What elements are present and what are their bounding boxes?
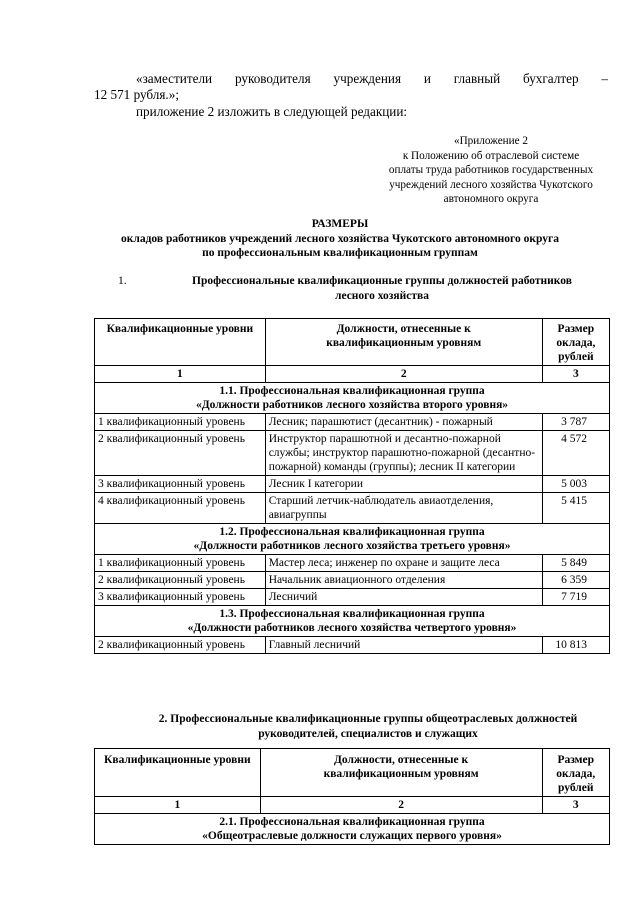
group-title <box>95 383 610 414</box>
annex-line: «Приложение 2 <box>453 135 529 147</box>
table-row <box>95 476 610 493</box>
salary-cell: 4 572 <box>542 431 609 476</box>
column-number: 2 <box>260 797 542 814</box>
title-line: по профессиональным квалификационным группам <box>202 247 478 259</box>
section-heading-line: руководителей, специалистов и служащих <box>258 727 478 740</box>
header-cell: Квалификационные уровни <box>95 749 261 797</box>
group-title-line: 1.3. Профессиональная квалификационная группа <box>219 608 485 620</box>
annex-line: учреждений лесного хозяйства Чукотского <box>389 178 593 191</box>
position-cell: Лесник I категории <box>265 476 542 493</box>
level-cell: 2 квалификационный уровень <box>95 637 266 654</box>
salary-cell: 5 415 <box>542 493 609 524</box>
document-title <box>60 217 620 261</box>
level-cell: 1 квалификационный уровень <box>95 414 266 431</box>
salary-cell: 7 719 <box>542 589 609 606</box>
position-cell: Старший летчик-наблюдатель авиаотделения, авиагруппы <box>265 493 542 524</box>
intro-line-2: 12 571 рубля.»; <box>94 87 179 102</box>
group-header-row <box>95 814 610 845</box>
level-cell: 1 квалификационный уровень <box>95 555 266 572</box>
salary-cell: 6 359 <box>542 572 609 589</box>
table-row <box>95 414 610 431</box>
intro-line-3: приложение 2 изложить в следующей редакции: <box>136 104 408 119</box>
section-heading-line: лесного хозяйства <box>335 289 429 302</box>
position-cell: Лесничий <box>265 589 542 606</box>
section-2-heading <box>118 712 618 741</box>
level-cell: 2 квалификационный уровень <box>95 431 266 476</box>
group-header-row <box>95 383 610 414</box>
position-cell: Инструктор парашютной и десантно-пожарной службы; инструктор парашютно-пожарной (десантно-пожарной) команды (группы); лесник II категории <box>265 431 542 476</box>
salary-table-1 <box>94 318 610 654</box>
level-cell: 4 квалификационный уровень <box>95 493 266 524</box>
group-title <box>95 814 610 845</box>
column-number: 3 <box>542 797 610 814</box>
column-number: 3 <box>542 366 609 383</box>
group-title <box>95 606 610 637</box>
group-title-line: «Должности работников лесного хозяйства второго уровня» <box>195 399 509 411</box>
table-row <box>95 555 610 572</box>
section-heading-line: Профессиональные квалификационные группы должностей работников <box>192 275 572 287</box>
table-number-row <box>95 366 610 383</box>
table-row <box>95 493 610 524</box>
title-line: окладов работников учреждений лесного хозяйства Чукотского автономного округа <box>121 232 559 245</box>
position-cell: Лесник; парашютист (десантник) - пожарный <box>265 414 542 431</box>
group-title-line: 1.1. Профессиональная квалификационная группа <box>219 385 485 397</box>
salary-cell: 3 787 <box>542 414 609 431</box>
salary-cell: 5 003 <box>542 476 609 493</box>
table-row <box>95 589 610 606</box>
header-cell: Должности, отнесенные к квалификационным уровням <box>260 749 542 797</box>
section-number: 1. <box>118 275 127 287</box>
salary-cell: 5 849 <box>542 555 609 572</box>
group-header-row <box>95 606 610 637</box>
group-title-line: «Должности работников лесного хозяйства четвертого уровня» <box>187 622 517 634</box>
header-cell: Размер оклада, рублей <box>542 319 609 366</box>
header-cell: Квалификационные уровни <box>95 319 266 366</box>
table-row <box>95 431 610 476</box>
intro-line-1: «заместители руководителя учреждения и главный бухгалтер – <box>136 71 608 86</box>
level-cell: 3 квалификационный уровень <box>95 589 266 606</box>
column-number: 1 <box>95 797 261 814</box>
level-cell: 2 квалификационный уровень <box>95 572 266 589</box>
group-title-line: 2.1. Профессиональная квалификационная группа <box>219 816 485 828</box>
group-title-line: 1.2. Профессиональная квалификационная группа <box>219 526 485 538</box>
position-cell: Начальник авиационного отделения <box>265 572 542 589</box>
annex-caption <box>360 134 622 207</box>
level-cell: 3 квалификационный уровень <box>95 476 266 493</box>
position-cell: Главный лесничий <box>265 637 542 654</box>
header-cell: Должности, отнесенные к квалификационным уровням <box>265 319 542 366</box>
group-title <box>95 524 610 555</box>
salary-table-2 <box>94 748 610 845</box>
annex-line: автономного округа <box>443 193 539 205</box>
table-row <box>95 637 610 654</box>
position-cell: Мастер леса; инженер по охране и защите леса <box>265 555 542 572</box>
title-line: РАЗМЕРЫ <box>311 218 369 230</box>
table-number-row <box>95 797 610 814</box>
group-title-line: «Должности работников лесного хозяйства третьего уровня» <box>193 540 511 552</box>
annex-line: оплаты труда работников государственных <box>388 164 594 176</box>
header-cell: Размер оклада, рублей <box>542 749 610 797</box>
section-heading-line: 2. Профессиональные квалификационные группы общеотраслевых должностей <box>158 713 578 725</box>
table-header-row <box>95 319 610 366</box>
annex-line: к Положению об отраслевой системе <box>402 149 580 162</box>
column-number: 1 <box>95 366 266 383</box>
table-row <box>95 572 610 589</box>
group-title-line: «Общеотраслевые должности служащих первого уровня» <box>202 830 502 842</box>
salary-cell: 10 813 <box>542 637 609 654</box>
column-number: 2 <box>265 366 542 383</box>
table-header-row <box>95 749 610 797</box>
group-header-row <box>95 524 610 555</box>
